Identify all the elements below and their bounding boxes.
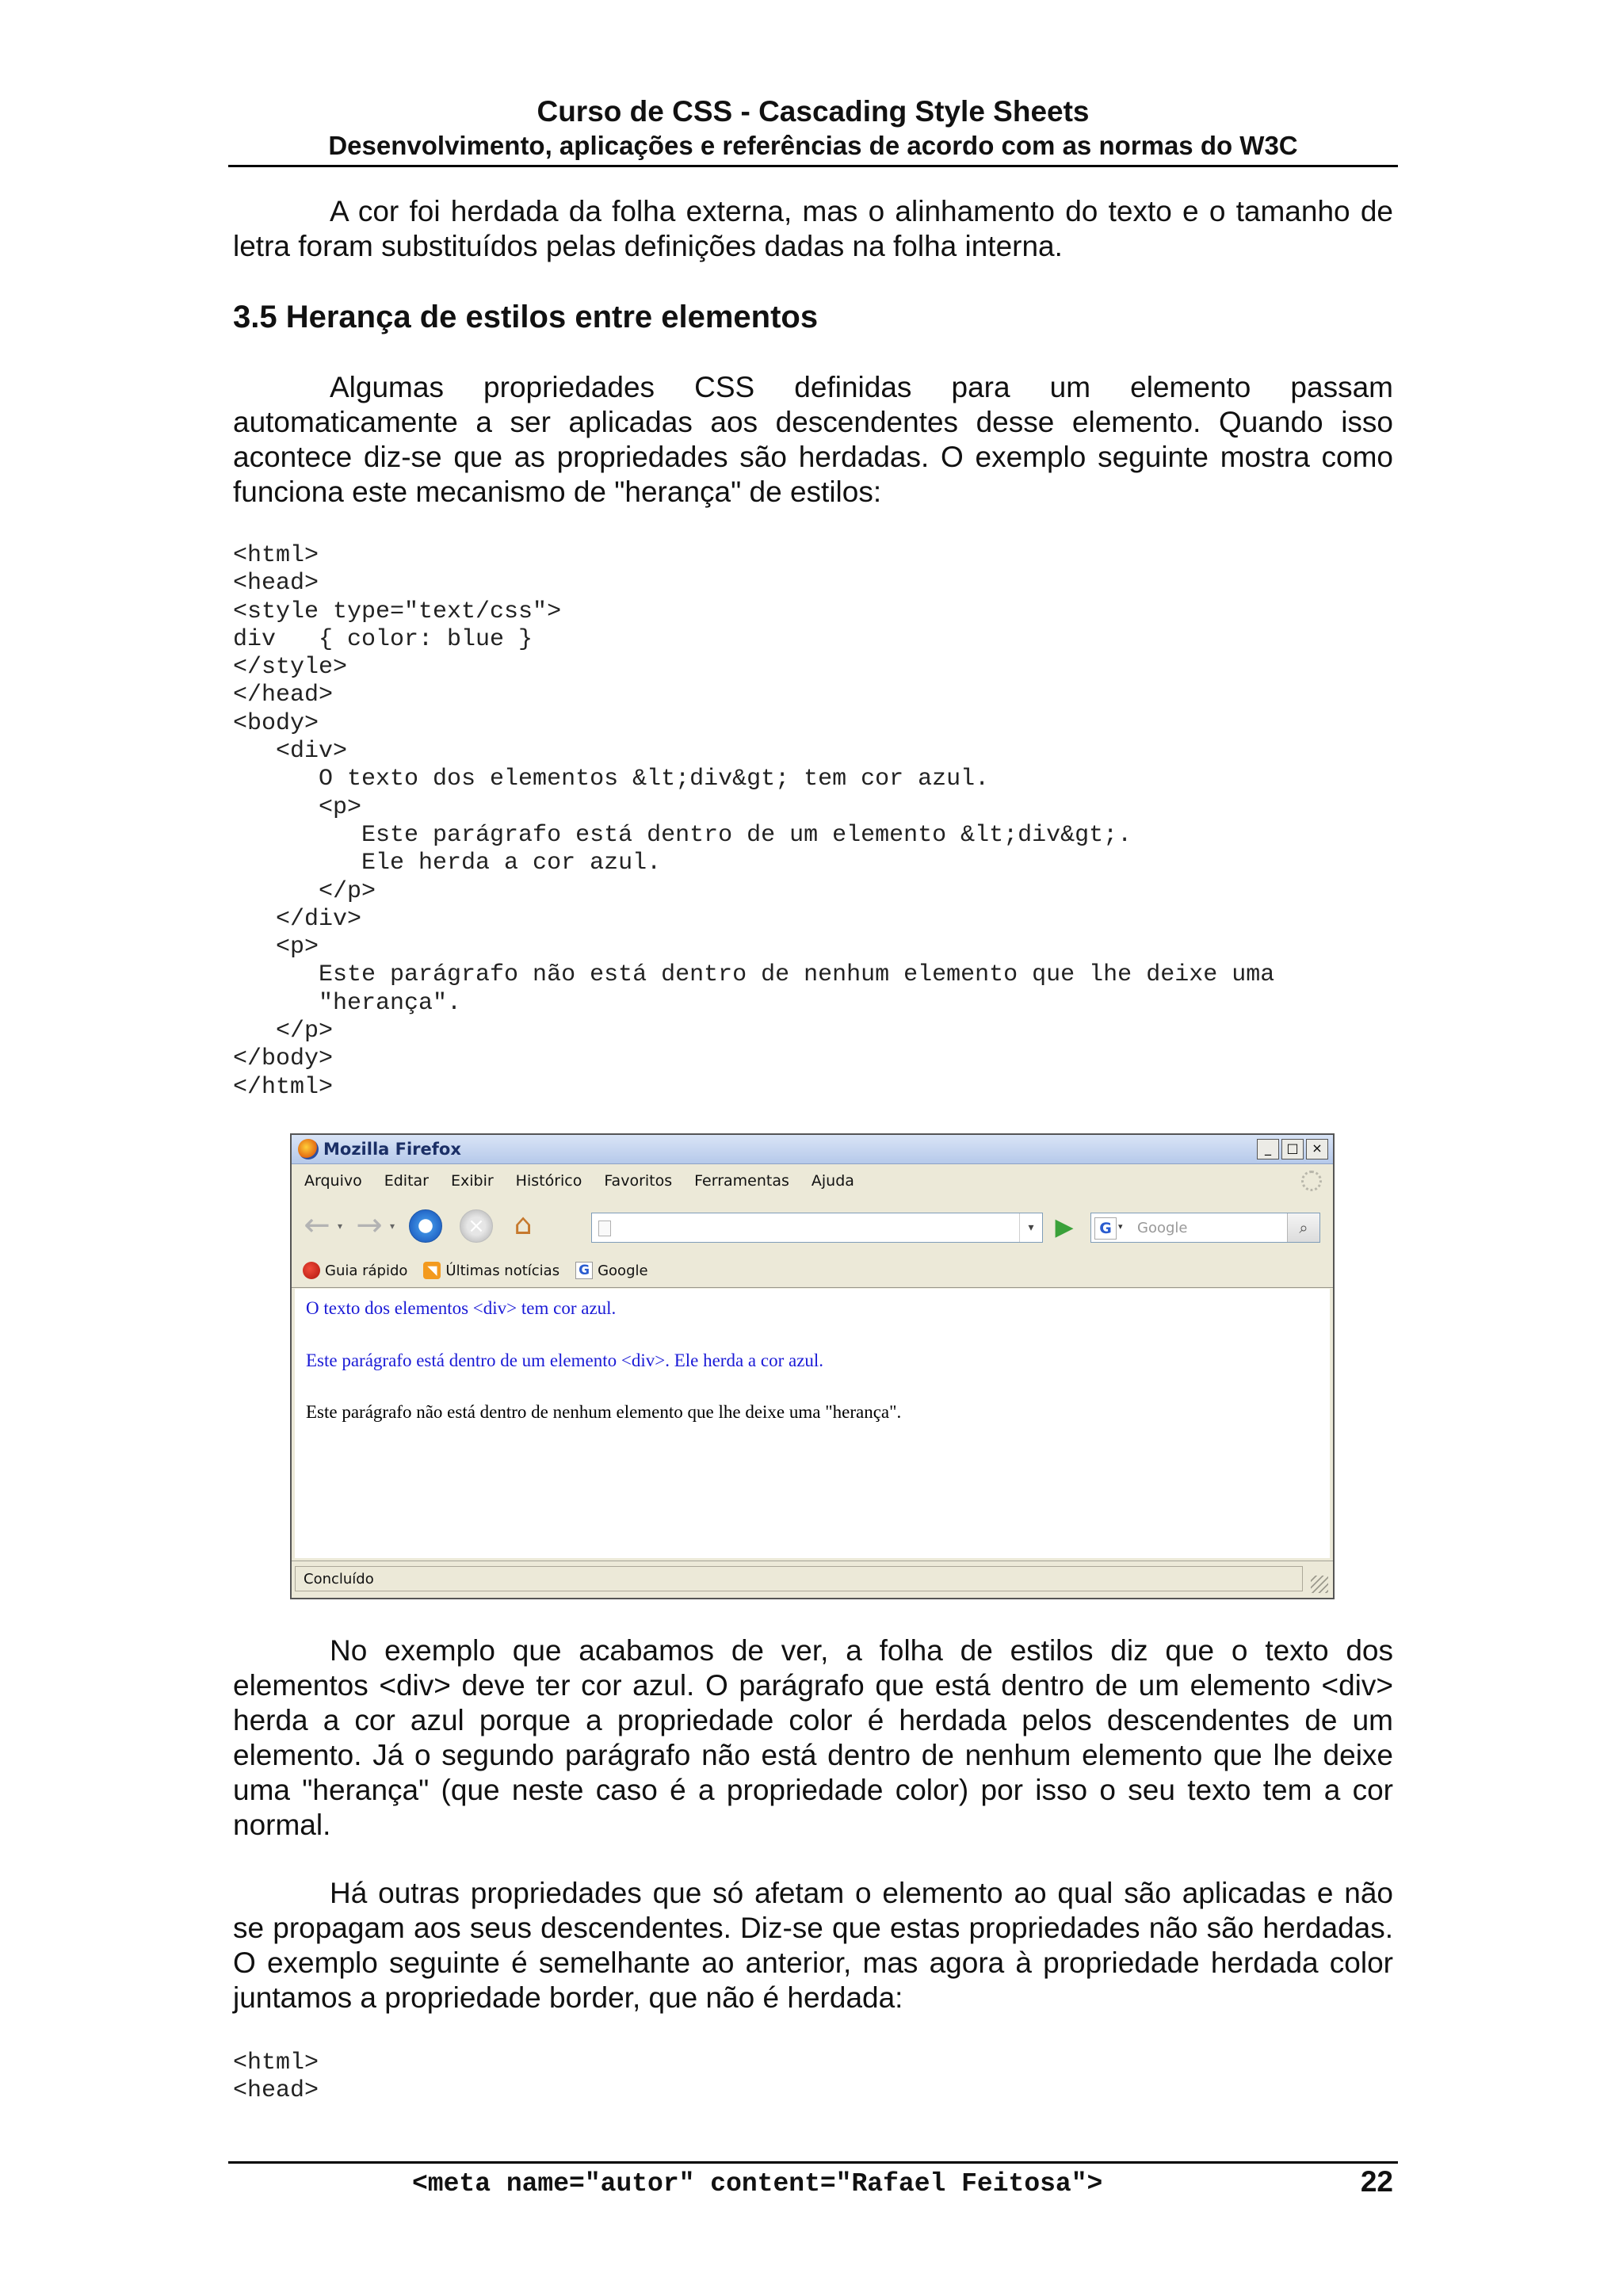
code-line: O texto dos elementos &lt;div&gt; tem cor azul. <box>233 766 990 793</box>
bookmark-google[interactable] <box>575 1262 647 1279</box>
browser-screenshot <box>290 1133 1335 1599</box>
header-subtitle: Desenvolvimento, aplicações e referências de acordo com as normas do W3C <box>328 131 1298 160</box>
bookmark-label: Google <box>598 1262 648 1279</box>
firefox-logo-icon <box>298 1139 319 1159</box>
menu-bar <box>292 1164 1333 1198</box>
code-line: <html> <box>233 2050 319 2076</box>
status-text: Concluído <box>295 1566 1303 1591</box>
header-title: Curso de CSS - Cascading Style Sheets <box>537 95 1090 128</box>
code-block-2 <box>233 2050 319 2106</box>
address-bar[interactable] <box>591 1213 1043 1243</box>
menu-ajuda[interactable]: Ajuda <box>811 1172 854 1190</box>
section-heading: 3.5 Herança de estilos entre elementos <box>233 300 819 334</box>
paragraph-2: No exemplo que acabamos de ver, a folha de estilos diz que o texto dos elementos <div> deve ter cor azul. O parágrafo que está dentro de um elemento <div> herda a cor azul porque a propriedade color é herdada pelos descendentes de um elemento. Já o segundo parágrafo não está dentro de nenhum elemento que lhe deixe uma "herança" (que neste caso é a propriedade color) por isso o seu texto tem a cor normal. <box>233 1634 1393 1841</box>
code-line: "herança". <box>233 989 462 1017</box>
google-icon: G <box>575 1262 593 1279</box>
code-line: </p> <box>233 877 376 905</box>
stop-icon[interactable]: × <box>460 1209 493 1243</box>
back-arrow-icon[interactable]: ← <box>304 1207 330 1244</box>
search-engine-dropdown-icon[interactable]: ▾ <box>1118 1221 1123 1232</box>
code-line: </html> <box>233 1073 334 1101</box>
code-line: div { color: blue } <box>233 625 533 653</box>
code-block-1 <box>233 542 1274 1102</box>
home-icon[interactable]: ⌂ <box>514 1209 533 1241</box>
page-icon <box>598 1221 611 1236</box>
close-button[interactable]: × <box>1306 1139 1328 1159</box>
intro-paragraph-block <box>233 194 1393 264</box>
menu-ferramentas[interactable]: Ferramentas <box>694 1172 789 1190</box>
address-dropdown-icon[interactable]: ▾ <box>1019 1213 1042 1242</box>
bookmark-guia-rapido[interactable] <box>303 1262 407 1279</box>
go-arrow-icon[interactable]: ▶ <box>1055 1213 1074 1241</box>
paragraph-3: Há outras propriedades que só afetam o elemento ao qual são aplicadas e não se propagam aos seus descendentes. Diz-se que estas propriedades não são herdadas. O exemplo seguinte é semelhante ao anterior, mas agora à propriedade herdada color juntamos a propriedade border, que não é herdada: <box>233 1877 1393 2014</box>
paragraph-1-block <box>233 370 1393 510</box>
search-icon[interactable]: ⌕ <box>1287 1213 1319 1242</box>
page-number: 22 <box>1360 2165 1393 2198</box>
content-line-div: O texto dos elementos <div> tem cor azul. <box>306 1298 617 1318</box>
code-line: Ele herda a cor azul. <box>233 850 662 877</box>
content-line-p-inside-div: Este parágrafo está dentro de um elemento <div>. Ele herda a cor azul. <box>306 1350 824 1370</box>
menu-favoritos[interactable]: Favoritos <box>604 1172 673 1190</box>
activity-throbber-icon <box>1301 1171 1322 1191</box>
code-line: <head> <box>233 2077 319 2105</box>
intro-paragraph: A cor foi herdada da folha externa, mas o alinhamento do texto e o tamanho de letra foram substituídos pelas definições dadas na folha interna. <box>233 195 1393 262</box>
code-line: </style> <box>233 654 348 682</box>
code-line: <p> <box>233 793 362 821</box>
code-line: <html> <box>233 542 319 569</box>
window-title: Mozilla Firefox <box>323 1140 461 1159</box>
search-placeholder: Google <box>1137 1220 1188 1236</box>
page-content-area <box>295 1289 1330 1558</box>
navigation-toolbar <box>292 1198 1333 1252</box>
bookmark-label: Guia rápido <box>325 1262 408 1279</box>
menu-editar[interactable]: Editar <box>384 1172 429 1190</box>
code-line: </p> <box>233 1018 334 1045</box>
bookmark-label: Últimas notícias <box>445 1262 560 1279</box>
paragraph-1: Algumas propriedades CSS definidas para um elemento passam automaticamente a ser aplicadas aos descendentes desse elemento. Quando isso acontece diz-se que as propriedades são herdadas. O exemplo seguinte mostra como funciona este mecanismo de "herança" de estilos: <box>233 371 1393 508</box>
code-line: <style type="text/css"> <box>233 598 562 625</box>
code-line: </body> <box>233 1045 334 1073</box>
forward-arrow-icon[interactable]: → <box>356 1207 383 1244</box>
bookmark-ultimas-noticias[interactable] <box>423 1262 559 1279</box>
minimize-button[interactable]: _ <box>1257 1139 1279 1159</box>
code-line: <div> <box>233 738 348 766</box>
content-line-p-outside-div: Este parágrafo não está dentro de nenhum elemento que lhe deixe uma "herança". <box>306 1402 902 1422</box>
code-line: Este parágrafo não está dentro de nenhum elemento que lhe deixe uma <box>233 961 1275 989</box>
code-line: <p> <box>233 934 319 961</box>
code-line: </div> <box>233 905 362 933</box>
header-divider <box>228 165 1398 167</box>
window-buttons <box>1257 1139 1328 1159</box>
code-line: Este parágrafo está dentro de um elemento &lt;div&gt;. <box>233 821 1132 849</box>
forward-history-dropdown-icon[interactable]: ▾ <box>390 1221 395 1232</box>
help-bookmark-icon <box>303 1262 320 1279</box>
resize-grip-icon[interactable] <box>1311 1576 1328 1593</box>
search-engine-icon[interactable]: G <box>1094 1217 1117 1240</box>
window-titlebar <box>292 1135 1333 1164</box>
code-line: </head> <box>233 682 334 709</box>
footer-divider <box>228 2161 1398 2164</box>
menu-arquivo[interactable]: Arquivo <box>304 1172 362 1190</box>
status-bar <box>292 1561 1333 1598</box>
menu-exibir[interactable]: Exibir <box>450 1172 494 1190</box>
rss-feed-icon: ◥ <box>423 1262 441 1279</box>
maximize-button[interactable]: □ <box>1281 1139 1304 1159</box>
code-line: <body> <box>233 709 319 737</box>
bookmarks-toolbar <box>292 1254 1333 1288</box>
back-history-dropdown-icon[interactable]: ▾ <box>338 1221 343 1232</box>
code-line: <head> <box>233 570 319 598</box>
footer-meta-tag: <meta name="autor" content="Rafael Feitosa"> <box>412 2169 1103 2199</box>
page-header <box>228 94 1398 162</box>
reload-icon[interactable] <box>409 1209 442 1243</box>
menu-historico[interactable]: Histórico <box>515 1172 582 1190</box>
paragraph-2-block <box>233 1633 1393 1843</box>
paragraph-3-block <box>233 1876 1393 2015</box>
search-box[interactable] <box>1090 1213 1320 1243</box>
